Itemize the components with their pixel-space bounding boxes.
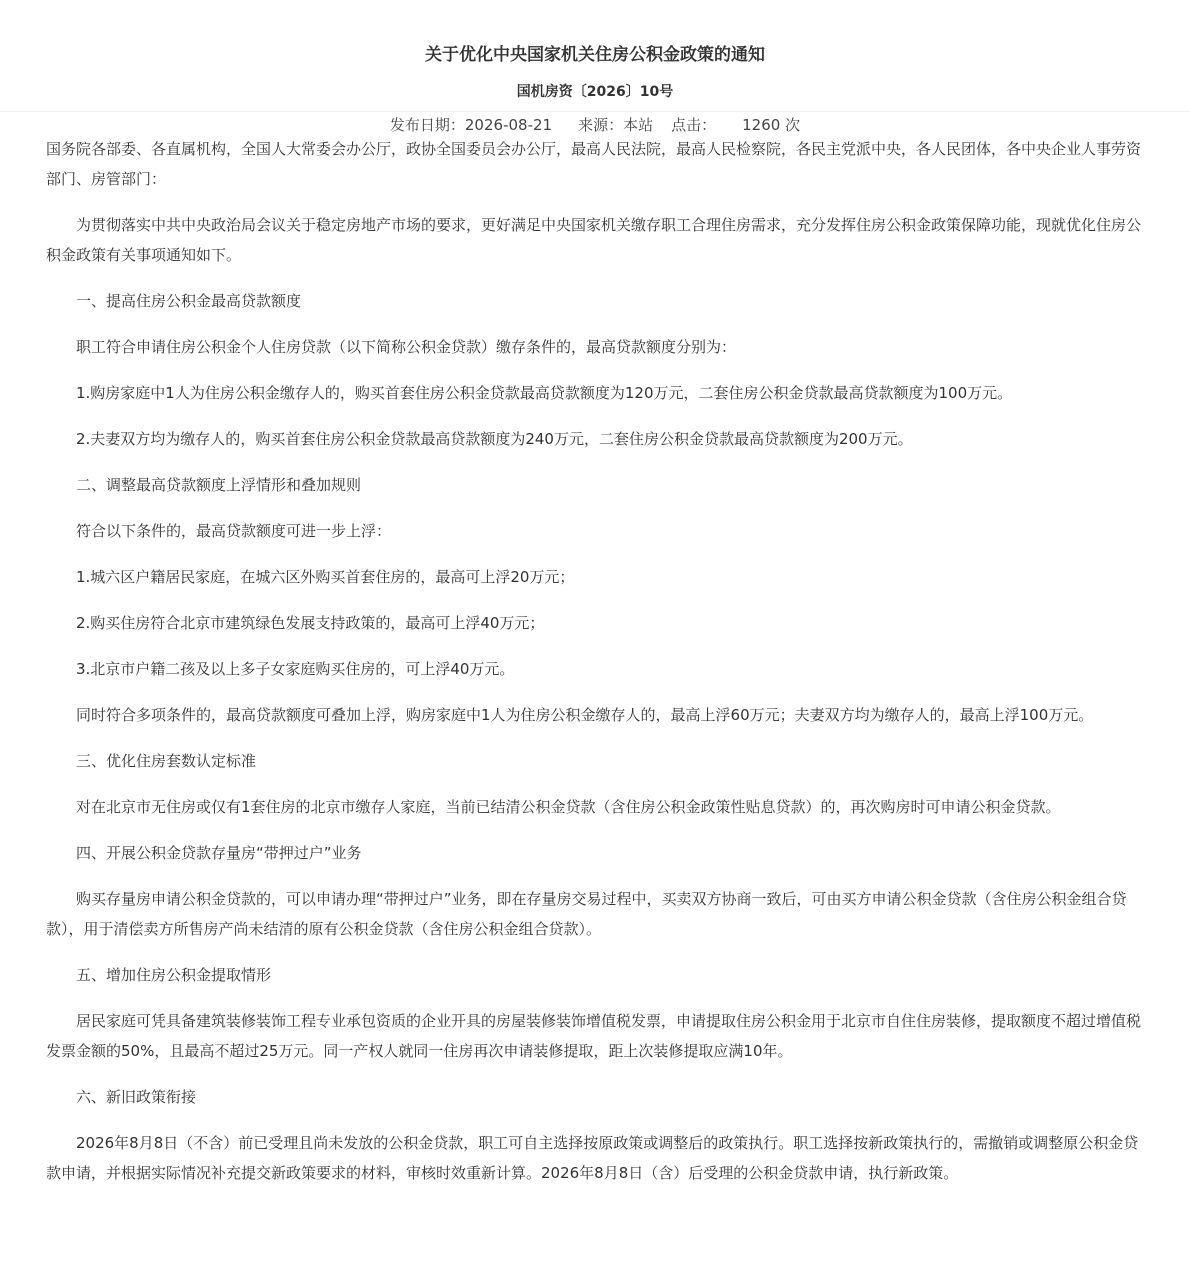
section-heading-2: 二、调整最高贷款额度上浮情形和叠加规则 [76,476,362,494]
body-paragraph: 1.购房家庭中1人为住房公积金缴存人的，购买首套住房公积金贷款最高贷款额度为120万元，二套住房公积金贷款最高贷款额度为100万元。 [76,384,1013,402]
document-number: 国机房资〔2026〕10号 [516,84,674,100]
body-paragraph: 2.夫妻双方均为缴存人的，购买首套住房公积金贷款最高贷款额度为240万元，二套住房公积金贷款最高贷款额度为200万元。 [76,430,913,448]
body-paragraph: 职工符合申请住房公积金个人住房贷款（以下简称公积金贷款）缴存条件的，最高贷款额度分别为： [76,338,737,356]
clicks-count: 1260 [742,116,781,134]
section-heading-4: 四、开展公积金贷款存量房“带押过户”业务 [76,844,362,862]
body-paragraph: 2.购买住房符合北京市建筑绿色发展支持政策的，最高可上浮40万元； [76,614,545,632]
body-paragraph: 居民家庭可凭具备建筑装修装饰工程专业承包资质的企业开具的房屋装修装饰增值税发票，申请提取住房公积金用于北京市自住住房装修，提取额度不超过增值税发票金额的50%，且最高不超过25万元。同一产权人就同一住房再次申请装修提取，距上次装修提取应满10年。 [46,1012,1142,1060]
body-paragraph: 购买存量房申请公积金贷款的，可以申请办理“带押过户”业务，即在存量房交易过程中，买卖双方协商一致后，可由买方申请公积金贷款（含住房公积金组合贷款），用于清偿卖方所售房产尚未结清的原有公积金贷款（含住房公积金组合贷款）。 [46,890,1127,938]
article-title: 关于优化中央国家机关住房公积金政策的通知 [425,45,765,65]
section-heading-3: 三、优化住房套数认定标准 [76,752,257,770]
publish-date-label: 发布日期： [389,116,465,134]
source-value: 本站 [623,116,654,134]
body-paragraph: 同时符合多项条件的，最高贷款额度可叠加上浮，购房家庭中1人为住房公积金缴存人的，最高上浮60万元；夫妻双方均为缴存人的，最高上浮100万元。 [76,706,1094,724]
body-paragraph: 符合以下条件的，最高贷款额度可进一步上浮： [76,522,392,540]
intro-paragraph: 为贯彻落实中共中央政治局会议关于稳定房地产市场的要求，更好满足中央国家机关缴存职工合理住房需求，充分发挥住房公积金政策保障功能，现就优化住房公积金政策有关事项通知如下。 [46,216,1142,264]
article-body [0,112,1190,1188]
body-paragraph: 对在北京市无住房或仅有1套住房的北京市缴存人家庭，当前已结清公积金贷款（含住房公积金政策性贴息贷款）的，再次购房时可申请公积金贷款。 [76,798,1061,816]
section-heading-5: 五、增加住房公积金提取情形 [76,966,272,984]
body-paragraph: 2026年8月8日（不含）前已受理且尚未发放的公积金贷款，职工可自主选择按原政策或调整后的政策执行。职工选择按新政策执行的，需撤销或调整原公积金贷款申请，并根据实际情况补充提交新政策要求的材料，审核时效重新计算。2026年8月8日（含）后受理的公积金贷款申请，执行新政策。 [46,1134,1139,1182]
clicks-label: 点击： [671,116,717,134]
publish-date: 2026-08-21 [464,116,553,134]
section-heading-6: 六、新旧政策衔接 [76,1088,197,1106]
clicks-unit: 次 [785,116,801,134]
section-heading-1: 一、提高住房公积金最高贷款额度 [76,292,302,310]
body-paragraph: 1.城六区户籍居民家庭，在城六区外购买首套住房的，最高可上浮20万元； [76,568,575,586]
article-header [0,0,1190,134]
addressee-paragraph: 国务院各部委、各直属机构，全国人大常委会办公厅，政协全国委员会办公厅，最高人民法院，最高人民检察院，各民主党派中央，各人民团体，各中央企业人事劳资部门、房管部门： [46,140,1142,188]
source-label: 来源： [578,116,624,134]
body-paragraph: 3.北京市户籍二孩及以上多子女家庭购买住房的，可上浮40万元。 [76,660,515,678]
